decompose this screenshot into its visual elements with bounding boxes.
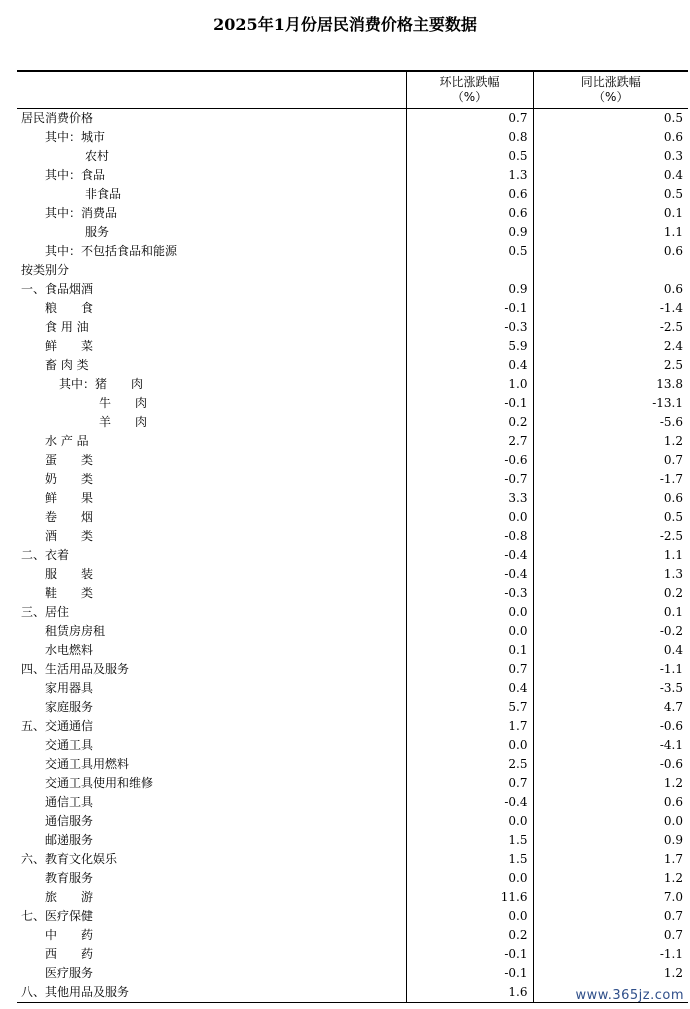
row-label: 水 产 品 [45, 434, 89, 448]
row-label: 其中：城市 [45, 130, 106, 144]
row-yoy-value: 0.5 [533, 185, 688, 204]
table-row [17, 299, 688, 318]
row-mom-value: 0.2 [406, 413, 533, 432]
row-yoy-value: 1.2 [533, 432, 688, 451]
row-yoy-value: 0.1 [533, 603, 688, 622]
row-yoy-value: 0.6 [533, 489, 688, 508]
row-label: 邮递服务 [45, 833, 94, 847]
row-label: 五、交通通信 [21, 719, 94, 733]
row-yoy-value: 0.3 [533, 147, 688, 166]
row-yoy-value: 7.0 [533, 888, 688, 907]
table-row [17, 698, 688, 717]
row-yoy-value: -2.5 [533, 318, 688, 337]
row-yoy-value: 13.8 [533, 375, 688, 394]
table-row [17, 166, 688, 185]
table-row [17, 261, 688, 280]
header-mom-label: 环比涨跌幅 [439, 75, 500, 89]
table-row [17, 489, 688, 508]
row-yoy-value: 0.4 [533, 641, 688, 660]
row-label: 通信工具 [45, 795, 94, 809]
row-label: 四、生活用品及服务 [21, 662, 130, 676]
table-row [17, 584, 688, 603]
row-label: 居民消费价格 [21, 111, 94, 125]
row-yoy-value: 1.2 [533, 774, 688, 793]
row-yoy-value: -1.4 [533, 299, 688, 318]
row-yoy-value: 2.4 [533, 337, 688, 356]
row-mom-value: 5.9 [406, 337, 533, 356]
table-row [17, 204, 688, 223]
row-mom-value: 11.6 [406, 888, 533, 907]
row-label: 按类别分 [21, 263, 70, 277]
table-row [17, 508, 688, 527]
row-mom-value: 2.5 [406, 755, 533, 774]
row-mom-value: -0.4 [406, 546, 533, 565]
row-label: 中 药 [45, 928, 94, 942]
row-label: 一、食品烟酒 [21, 282, 94, 296]
row-label: 交通工具使用和维修 [45, 776, 154, 790]
row-mom-value: -0.4 [406, 793, 533, 812]
row-label: 非食品 [85, 187, 122, 201]
table-row [17, 736, 688, 755]
table-row [17, 375, 688, 394]
table-row [17, 926, 688, 945]
row-yoy-value: 0.7 [533, 907, 688, 926]
row-yoy-value: 0.1 [533, 204, 688, 223]
row-label: 卷 烟 [45, 510, 94, 524]
row-mom-value [406, 261, 533, 280]
row-mom-value: -0.3 [406, 584, 533, 603]
row-mom-value: 0.0 [406, 603, 533, 622]
watermark: www.365jz.com [575, 988, 684, 1003]
table-row [17, 223, 688, 242]
row-mom-value: -0.1 [406, 299, 533, 318]
row-yoy-value: -0.6 [533, 755, 688, 774]
row-yoy-value: 1.1 [533, 223, 688, 242]
table-row [17, 242, 688, 261]
table-row [17, 280, 688, 299]
table-row [17, 185, 688, 204]
row-yoy-value: 0.0 [533, 812, 688, 831]
row-mom-value: 1.7 [406, 717, 533, 736]
row-label: 其中：消费品 [45, 206, 118, 220]
row-yoy-value: 1.1 [533, 546, 688, 565]
table-row [17, 888, 688, 907]
row-label: 租赁房房租 [45, 624, 106, 638]
row-label: 教育服务 [45, 871, 94, 885]
table-row [17, 945, 688, 964]
row-mom-value: -0.6 [406, 451, 533, 470]
row-yoy-value: -4.1 [533, 736, 688, 755]
row-yoy-value: 1.7 [533, 850, 688, 869]
row-label: 服 装 [45, 567, 94, 581]
row-yoy-value: 1.2 [533, 869, 688, 888]
row-mom-value: -0.3 [406, 318, 533, 337]
row-mom-value: 1.3 [406, 166, 533, 185]
table-row [17, 812, 688, 831]
row-mom-value: 0.5 [406, 147, 533, 166]
row-yoy-value: 0.7 [533, 451, 688, 470]
row-label: 其中：食品 [45, 168, 106, 182]
table-row [17, 451, 688, 470]
row-yoy-value: 4.7 [533, 698, 688, 717]
row-label: 其中：不包括食品和能源 [45, 244, 178, 258]
table-header-row [17, 71, 688, 109]
row-yoy-value: 0.2 [533, 584, 688, 603]
row-yoy-value: 2.5 [533, 356, 688, 375]
row-mom-value: 3.3 [406, 489, 533, 508]
row-yoy-value: -2.5 [533, 527, 688, 546]
row-yoy-value: -1.1 [533, 660, 688, 679]
row-yoy-value: -3.5 [533, 679, 688, 698]
table-row [17, 660, 688, 679]
row-label: 牛 肉 [99, 396, 148, 410]
row-mom-value: -0.8 [406, 527, 533, 546]
row-label: 鞋 类 [45, 586, 94, 600]
table-row [17, 147, 688, 166]
header-yoy-label: 同比涨跌幅 [580, 75, 641, 89]
row-mom-value: 0.6 [406, 204, 533, 223]
row-mom-value: 0.4 [406, 356, 533, 375]
row-mom-value: 1.0 [406, 375, 533, 394]
row-yoy-value: -0.2 [533, 622, 688, 641]
row-mom-value: 0.7 [406, 660, 533, 679]
row-label: 食 用 油 [45, 320, 89, 334]
table-row [17, 679, 688, 698]
row-yoy-value: 0.6 [533, 128, 688, 147]
row-mom-value: 0.9 [406, 223, 533, 242]
table-row [17, 318, 688, 337]
row-label: 通信服务 [45, 814, 94, 828]
row-label: 六、教育文化娱乐 [21, 852, 118, 866]
header-yoy-unit: （%） [593, 90, 629, 104]
row-label: 酒 类 [45, 529, 94, 543]
row-mom-value: 0.4 [406, 679, 533, 698]
row-yoy-value: 0.4 [533, 166, 688, 185]
row-label: 农村 [85, 149, 110, 163]
row-label: 西 药 [45, 947, 94, 961]
row-label: 旅 游 [45, 890, 94, 904]
row-mom-value: 1.6 [406, 983, 533, 1003]
table-row [17, 907, 688, 926]
row-mom-value: -0.4 [406, 565, 533, 584]
header-mom-column [406, 71, 533, 109]
row-label: 交通工具 [45, 738, 94, 752]
row-label: 三、居住 [21, 605, 70, 619]
row-yoy-value [533, 261, 688, 280]
table-row [17, 755, 688, 774]
table-row [17, 432, 688, 451]
row-yoy-value: 0.6 [533, 793, 688, 812]
row-mom-value: -0.7 [406, 470, 533, 489]
row-mom-value: 1.5 [406, 831, 533, 850]
row-mom-value: -0.1 [406, 964, 533, 983]
row-yoy-value: 0.9 [533, 831, 688, 850]
row-label: 交通工具用燃料 [45, 757, 130, 771]
row-label: 奶 类 [45, 472, 94, 486]
row-yoy-value: 1.2 [533, 964, 688, 983]
row-label: 七、医疗保健 [21, 909, 94, 923]
table-row [17, 964, 688, 983]
table-row [17, 831, 688, 850]
header-item-column [17, 71, 406, 109]
row-mom-value: 0.7 [406, 109, 533, 129]
table-row [17, 128, 688, 147]
table-row [17, 337, 688, 356]
row-label: 八、其他用品及服务 [17, 983, 406, 1003]
row-label: 水电燃料 [45, 643, 94, 657]
row-label: 鲜 菜 [45, 339, 94, 353]
row-yoy-value: 1.3 [533, 565, 688, 584]
table-row [17, 356, 688, 375]
row-mom-value: 0.0 [406, 736, 533, 755]
row-mom-value: 5.7 [406, 698, 533, 717]
row-yoy-value: -5.6 [533, 413, 688, 432]
row-label: 家用器具 [45, 681, 94, 695]
row-yoy-value: -0.6 [533, 717, 688, 736]
row-mom-value: 0.7 [406, 774, 533, 793]
row-label: 家庭服务 [45, 700, 94, 714]
row-mom-value: 1.5 [406, 850, 533, 869]
row-mom-value: -0.1 [406, 394, 533, 413]
row-label: 服务 [85, 225, 110, 239]
row-yoy-value: 0.5 [533, 109, 688, 129]
row-yoy-value: 0.7 [533, 926, 688, 945]
row-mom-value: 0.0 [406, 622, 533, 641]
table-row [17, 546, 688, 565]
row-label: 鲜 果 [45, 491, 94, 505]
table-body [17, 109, 688, 1003]
row-yoy-value: -1.7 [533, 470, 688, 489]
table-row [17, 793, 688, 812]
row-yoy-value: 0.6 [533, 242, 688, 261]
row-mom-value: 0.2 [406, 926, 533, 945]
row-mom-value: 0.0 [406, 869, 533, 888]
table-row [17, 850, 688, 869]
row-label: 医疗服务 [45, 966, 94, 980]
cpi-data-table [17, 70, 688, 1003]
row-yoy-value: 0.6 [533, 280, 688, 299]
header-mom-unit: （%） [451, 90, 488, 104]
row-yoy-value: 0.5 [533, 508, 688, 527]
table-row [17, 470, 688, 489]
row-yoy-value: -13.1 [533, 394, 688, 413]
row-mom-value: 0.9 [406, 280, 533, 299]
table-row [17, 565, 688, 584]
table-row [17, 109, 688, 129]
row-label: 蛋 类 [45, 453, 94, 467]
page-title: 2025年1月份居民消费价格主要数据 [213, 15, 477, 34]
row-mom-value: 0.0 [406, 907, 533, 926]
row-mom-value: 0.0 [406, 508, 533, 527]
row-mom-value: 2.7 [406, 432, 533, 451]
row-mom-value: 0.6 [406, 185, 533, 204]
table-row [17, 527, 688, 546]
table-row [17, 603, 688, 622]
table-row [17, 394, 688, 413]
header-yoy-column [533, 71, 688, 109]
row-label: 其中：猪 肉 [59, 377, 144, 391]
table-row [17, 869, 688, 888]
row-mom-value: 0.1 [406, 641, 533, 660]
row-label: 二、衣着 [21, 548, 70, 562]
table-row [17, 413, 688, 432]
row-mom-value: 0.5 [406, 242, 533, 261]
table-row [17, 774, 688, 793]
row-label: 畜 肉 类 [45, 358, 89, 372]
row-label: 粮 食 [45, 301, 94, 315]
table-row [17, 622, 688, 641]
row-mom-value: 0.8 [406, 128, 533, 147]
table-row [17, 717, 688, 736]
row-mom-value: 0.0 [406, 812, 533, 831]
row-label: 羊 肉 [99, 415, 148, 429]
row-yoy-value: -1.1 [533, 945, 688, 964]
row-mom-value: -0.1 [406, 945, 533, 964]
table-row [17, 641, 688, 660]
